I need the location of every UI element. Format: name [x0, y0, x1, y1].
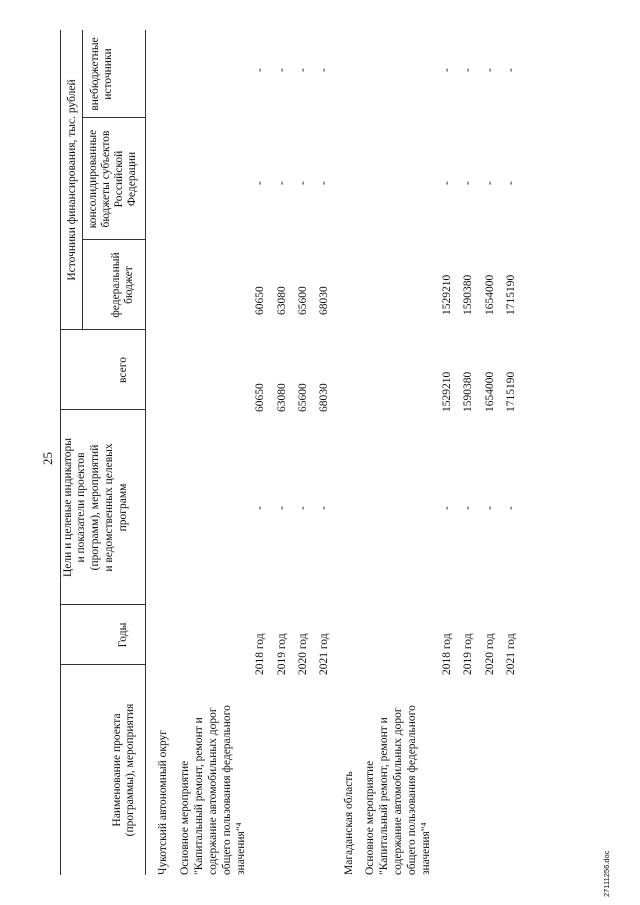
cell-year: 2018 год — [441, 633, 453, 675]
cell-goal: - — [276, 506, 288, 510]
header-goals-line-1: Цели и целевые индикаторы — [62, 437, 74, 578]
cell-goal: - — [462, 506, 474, 510]
cell-year: 2019 год — [462, 633, 474, 675]
cell-total: 63080 — [276, 383, 288, 412]
cell-year: 2021 год — [505, 633, 517, 675]
header-funding-group: Источники финансирования, тыс. рублей — [66, 79, 78, 281]
cell-extra: - — [484, 68, 496, 72]
measure-line-5: значения"⁴ — [420, 822, 432, 875]
cell-total: 1654000 — [484, 371, 496, 412]
cell-year: 2021 год — [318, 633, 330, 675]
measure-line-1: Основное мероприятие — [364, 760, 376, 875]
region-name: Чукотский автономный округ — [157, 729, 169, 875]
cell-regional: - — [505, 181, 517, 185]
cell-federal: 68030 — [318, 286, 330, 315]
header-goals-line-5: программ — [117, 483, 129, 532]
header-extrabudget-line-2: источники — [102, 48, 114, 100]
header-regional-line-2: бюджеты субъектов — [100, 130, 112, 228]
header-federal-line-2: бюджет — [123, 266, 135, 304]
header-extrabudget-line-1: внебюджетные — [89, 37, 101, 111]
cell-goal: - — [484, 506, 496, 510]
cell-goal: - — [318, 506, 330, 510]
cell-total: 1715190 — [505, 371, 517, 412]
page-number: 25 — [40, 452, 55, 465]
cell-total: 65600 — [297, 383, 309, 412]
cell-federal: 63080 — [276, 286, 288, 315]
cell-year: 2020 год — [484, 633, 496, 675]
cell-extra: - — [297, 68, 309, 72]
cell-federal: 60650 — [254, 286, 266, 315]
measure-line-4: общего пользования федерального — [221, 705, 233, 875]
cell-regional: - — [462, 181, 474, 185]
header-name-line-1: Наименование проекта — [111, 713, 123, 827]
document-reference: 27111256.doc — [602, 850, 611, 897]
measure-line-2: "Капитальный ремонт, ремонт и — [378, 717, 390, 875]
cell-regional: - — [276, 181, 288, 185]
cell-federal: 1654000 — [484, 274, 496, 315]
cell-extra: - — [276, 68, 288, 72]
header-goals-line-3: (программ), мероприятий — [89, 444, 101, 571]
measure-line-3: содержание автомобильных дорог — [392, 707, 404, 875]
cell-total: 68030 — [318, 383, 330, 412]
region-name: Магаданская область — [343, 771, 355, 875]
header-bottom-border — [145, 30, 146, 875]
measure-line-1: Основное мероприятие — [179, 760, 191, 875]
cell-federal: 1590380 — [462, 274, 474, 315]
cell-total: 1590380 — [462, 371, 474, 412]
header-goals-line-4: и ведомственных целевых — [103, 443, 115, 572]
header-goals-line-2: и показатели проектов — [75, 452, 87, 563]
measure-line-2: "Капитальный ремонт, ремонт и — [193, 717, 205, 875]
funding-subheader-border — [82, 30, 83, 330]
cell-goal: - — [441, 506, 453, 510]
cell-extra: - — [462, 68, 474, 72]
measure-line-3: содержание автомобильных дорог — [207, 707, 219, 875]
cell-year: 2019 год — [276, 633, 288, 675]
measure-line-4: общего пользования федерального — [406, 705, 418, 875]
cell-regional: - — [297, 181, 309, 185]
header-years: Годы — [117, 622, 129, 648]
cell-regional: - — [441, 181, 453, 185]
cell-goal: - — [505, 506, 517, 510]
table-top-border — [60, 30, 61, 875]
cell-federal: 1529210 — [441, 274, 453, 315]
header-federal-line-1: федеральный — [110, 252, 122, 318]
cell-regional: - — [484, 181, 496, 185]
cell-year: 2020 год — [297, 633, 309, 675]
cell-goal: - — [297, 506, 309, 510]
header-regional-line-3: Российской — [113, 150, 125, 208]
header-regional-line-4: Федерации — [126, 151, 138, 207]
header-total: всего — [117, 357, 129, 383]
cell-extra: - — [505, 68, 517, 72]
cell-extra: - — [441, 68, 453, 72]
measure-line-5: значения"⁴ — [235, 822, 247, 875]
cell-total: 1529210 — [441, 371, 453, 412]
cell-goal: - — [254, 506, 266, 510]
cell-extra: - — [254, 68, 266, 72]
cell-federal: 1715190 — [505, 274, 517, 315]
cell-federal: 65600 — [297, 286, 309, 315]
cell-total: 60650 — [254, 383, 266, 412]
header-regional-line-1: консолидированные — [87, 129, 99, 229]
cell-extra: - — [318, 68, 330, 72]
header-name-line-2: (программы), мероприятия — [124, 703, 136, 837]
cell-year: 2018 год — [254, 633, 266, 675]
cell-regional: - — [318, 181, 330, 185]
cell-regional: - — [254, 181, 266, 185]
